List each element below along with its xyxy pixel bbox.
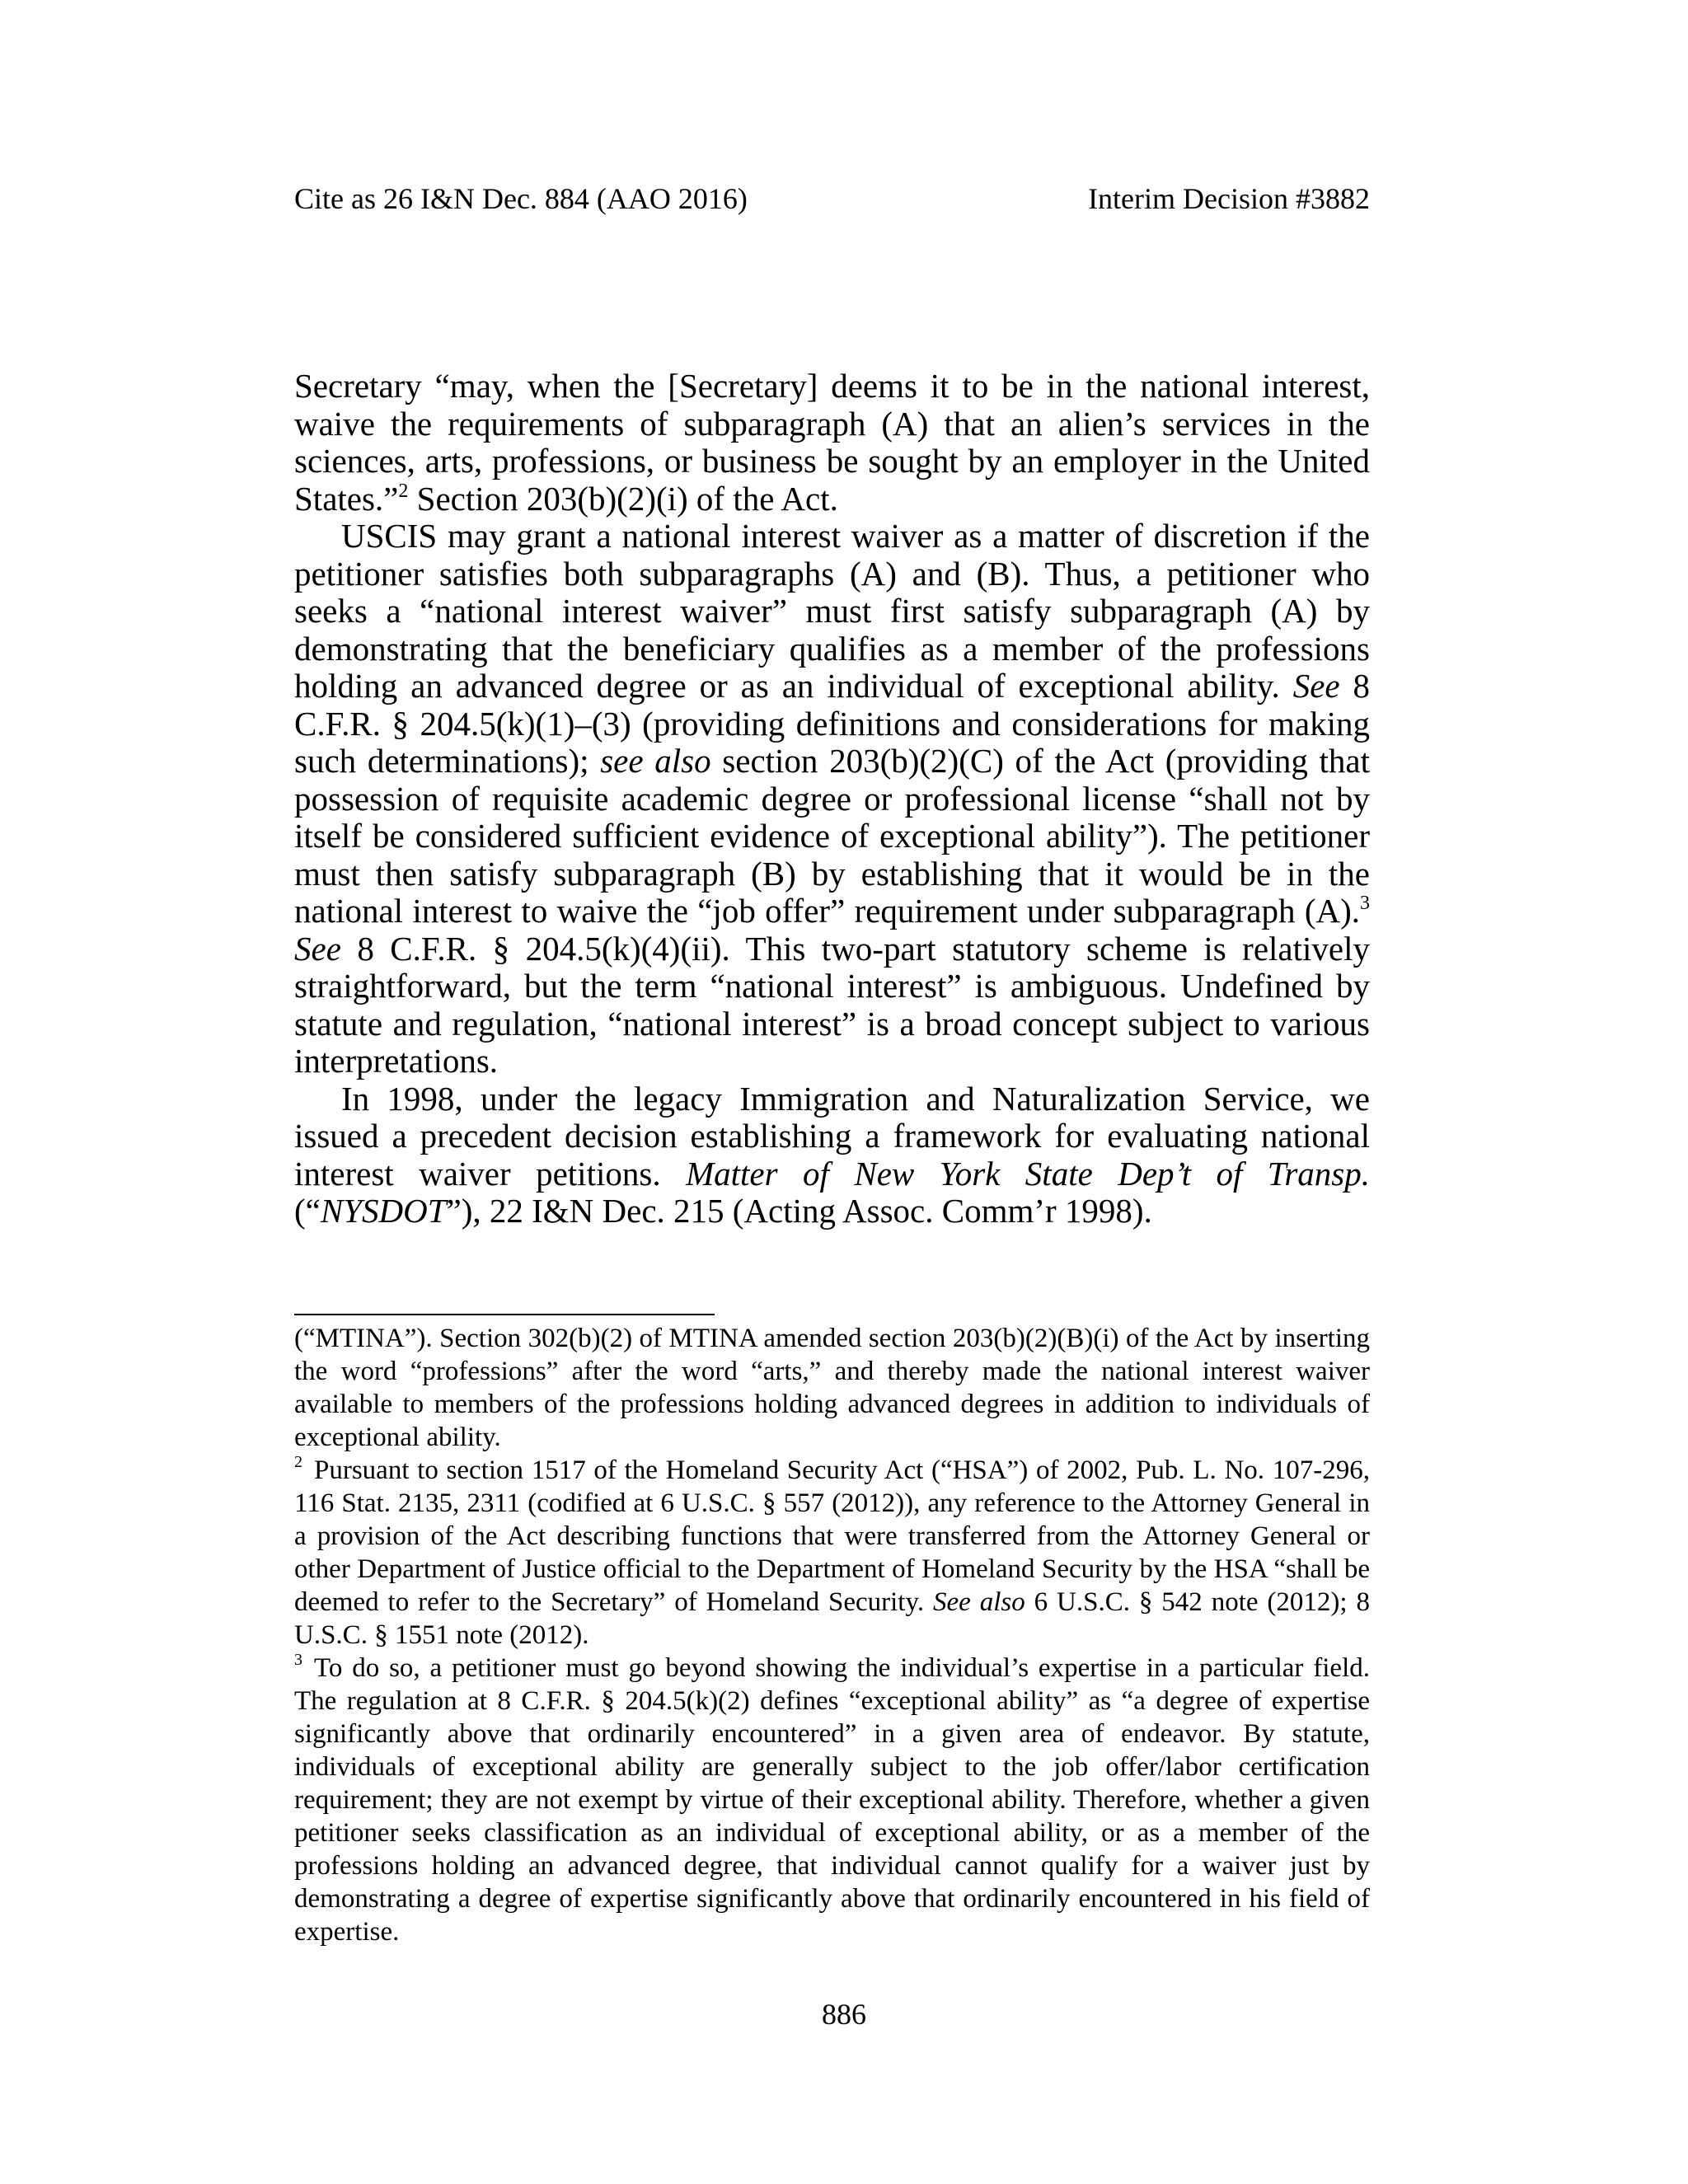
main-text [294, 368, 1370, 1230]
page-number: 886 [822, 1998, 866, 2031]
paragraph-2: USCIS may grant a national interest waiver as a matter of discretion if the petitioner satisfies both subparagraphs (A) and (B). Thus, a petitioner who seeks a “national interest waiver” must first satisfy subparagraph (A) by demonstrating that the beneficiary qualifies as a member of the professions holding an advanced degree or as an individual of exceptional ability. See 8 C.F.R. § 204.5(k)(1)–(3) (providing definitions and considerations for making such determinations); see also section 203(b)(2)(C) of the Act (providing that possession of requisite academic degree or professional license “shall not by itself be considered sufficient evidence of exceptional ability”). The petitioner must then satisfy subparagraph (B) by establishing that it would be in the national interest to waive the “job offer” requirement under subparagraph (A).$^3$ See 8 C.F.R. § 204.5(k)(4)(ii). This two-part statutory scheme is relatively straightforward, but the term “national interest” is ambiguous. Undefined by statute and regulation, “national interest” is a broad concept subject to various interpretations. [294, 517, 1371, 1080]
case-name: Matter of New York State Dep’t of Transp. [686, 1154, 1370, 1193]
paragraph-1: Secretary “may, when the [Secretary] deems it to be in the national interest, waive the requirements of subparagraph (A) that an alien’s services in the sciences, arts, professions, or business be sought by an employer in the United States.”$^2$ Section 203(b)(2)(i) of the Act. [294, 367, 1370, 518]
decision-number-header: Interim Decision #3882 [1088, 182, 1370, 215]
footnote-3: $^3$ To do so, a petitioner must go beyond showing the individual’s expertise in a particular field. The regulation at 8 C.F.R. § 204.5(k)(2) defines “exceptional ability” as “a degree of expertise significantly above that ordinarily encountered” in a given area of endeavor. By statute, individuals of exceptional ability are generally subject to the job offer/labor certification requirement; they are not exempt by virtue of their exceptional ability. Therefore, whether a given petitioner seeks classification as an individual of exceptional ability, or as a member of the professions holding an advanced degree, that individual cannot qualify for a waiver just by demonstrating a degree of expertise significantly above that ordinarily encountered in his field of expertise. [294, 1651, 1370, 1947]
citation-header: Cite as 26 I&N Dec. 884 (AAO 2016) [294, 182, 748, 215]
footnote-continuation: (“MTINA”). Section 302(b)(2) of MTINA amended section 203(b)(2)(B)(i) of the Act by inserting the word “professions” after the word “arts,” and thereby made the national interest waiver available to members of the professions holding advanced degrees in addition to individuals of exceptional ability. [294, 1324, 1370, 1452]
footnote-ref-3: 3 [1360, 893, 1370, 914]
paragraph-3: In 1998, under the legacy Immigration and Naturalization Service, we issued a precedent decision establishing a framework for evaluating national interest waiver petitions. Matter of New York State Dep’t of Transp. (“NYSDOT”), 22 I&N Dec. 215 (Acting Assoc. Comm’r 1998). [294, 1079, 1370, 1230]
footnote-separator [294, 1314, 715, 1315]
footnote-2: $^2$ Pursuant to section 1517 of the Homeland Security Act (“HSA”) of 2002, Pub. L. No. 107-296, 116 Stat. 2135, 2311 (codified at 6 U.S.C. § 557 (2012)), any reference to the Attorney General in a provision of the Act describing functions that were transferred from the Attorney General or other Department of Justice official to the Department of Homeland Security by the HSA “shall be deemed to refer to the Secretary” of Homeland Security. See also 6 U.S.C. § 542 note (2012); 8 U.S.C. § 1551 note (2012). [294, 1453, 1370, 1650]
footnote-ref-2: 2 [398, 480, 409, 502]
running-header [294, 181, 1370, 223]
footnotes [294, 1322, 1370, 1948]
